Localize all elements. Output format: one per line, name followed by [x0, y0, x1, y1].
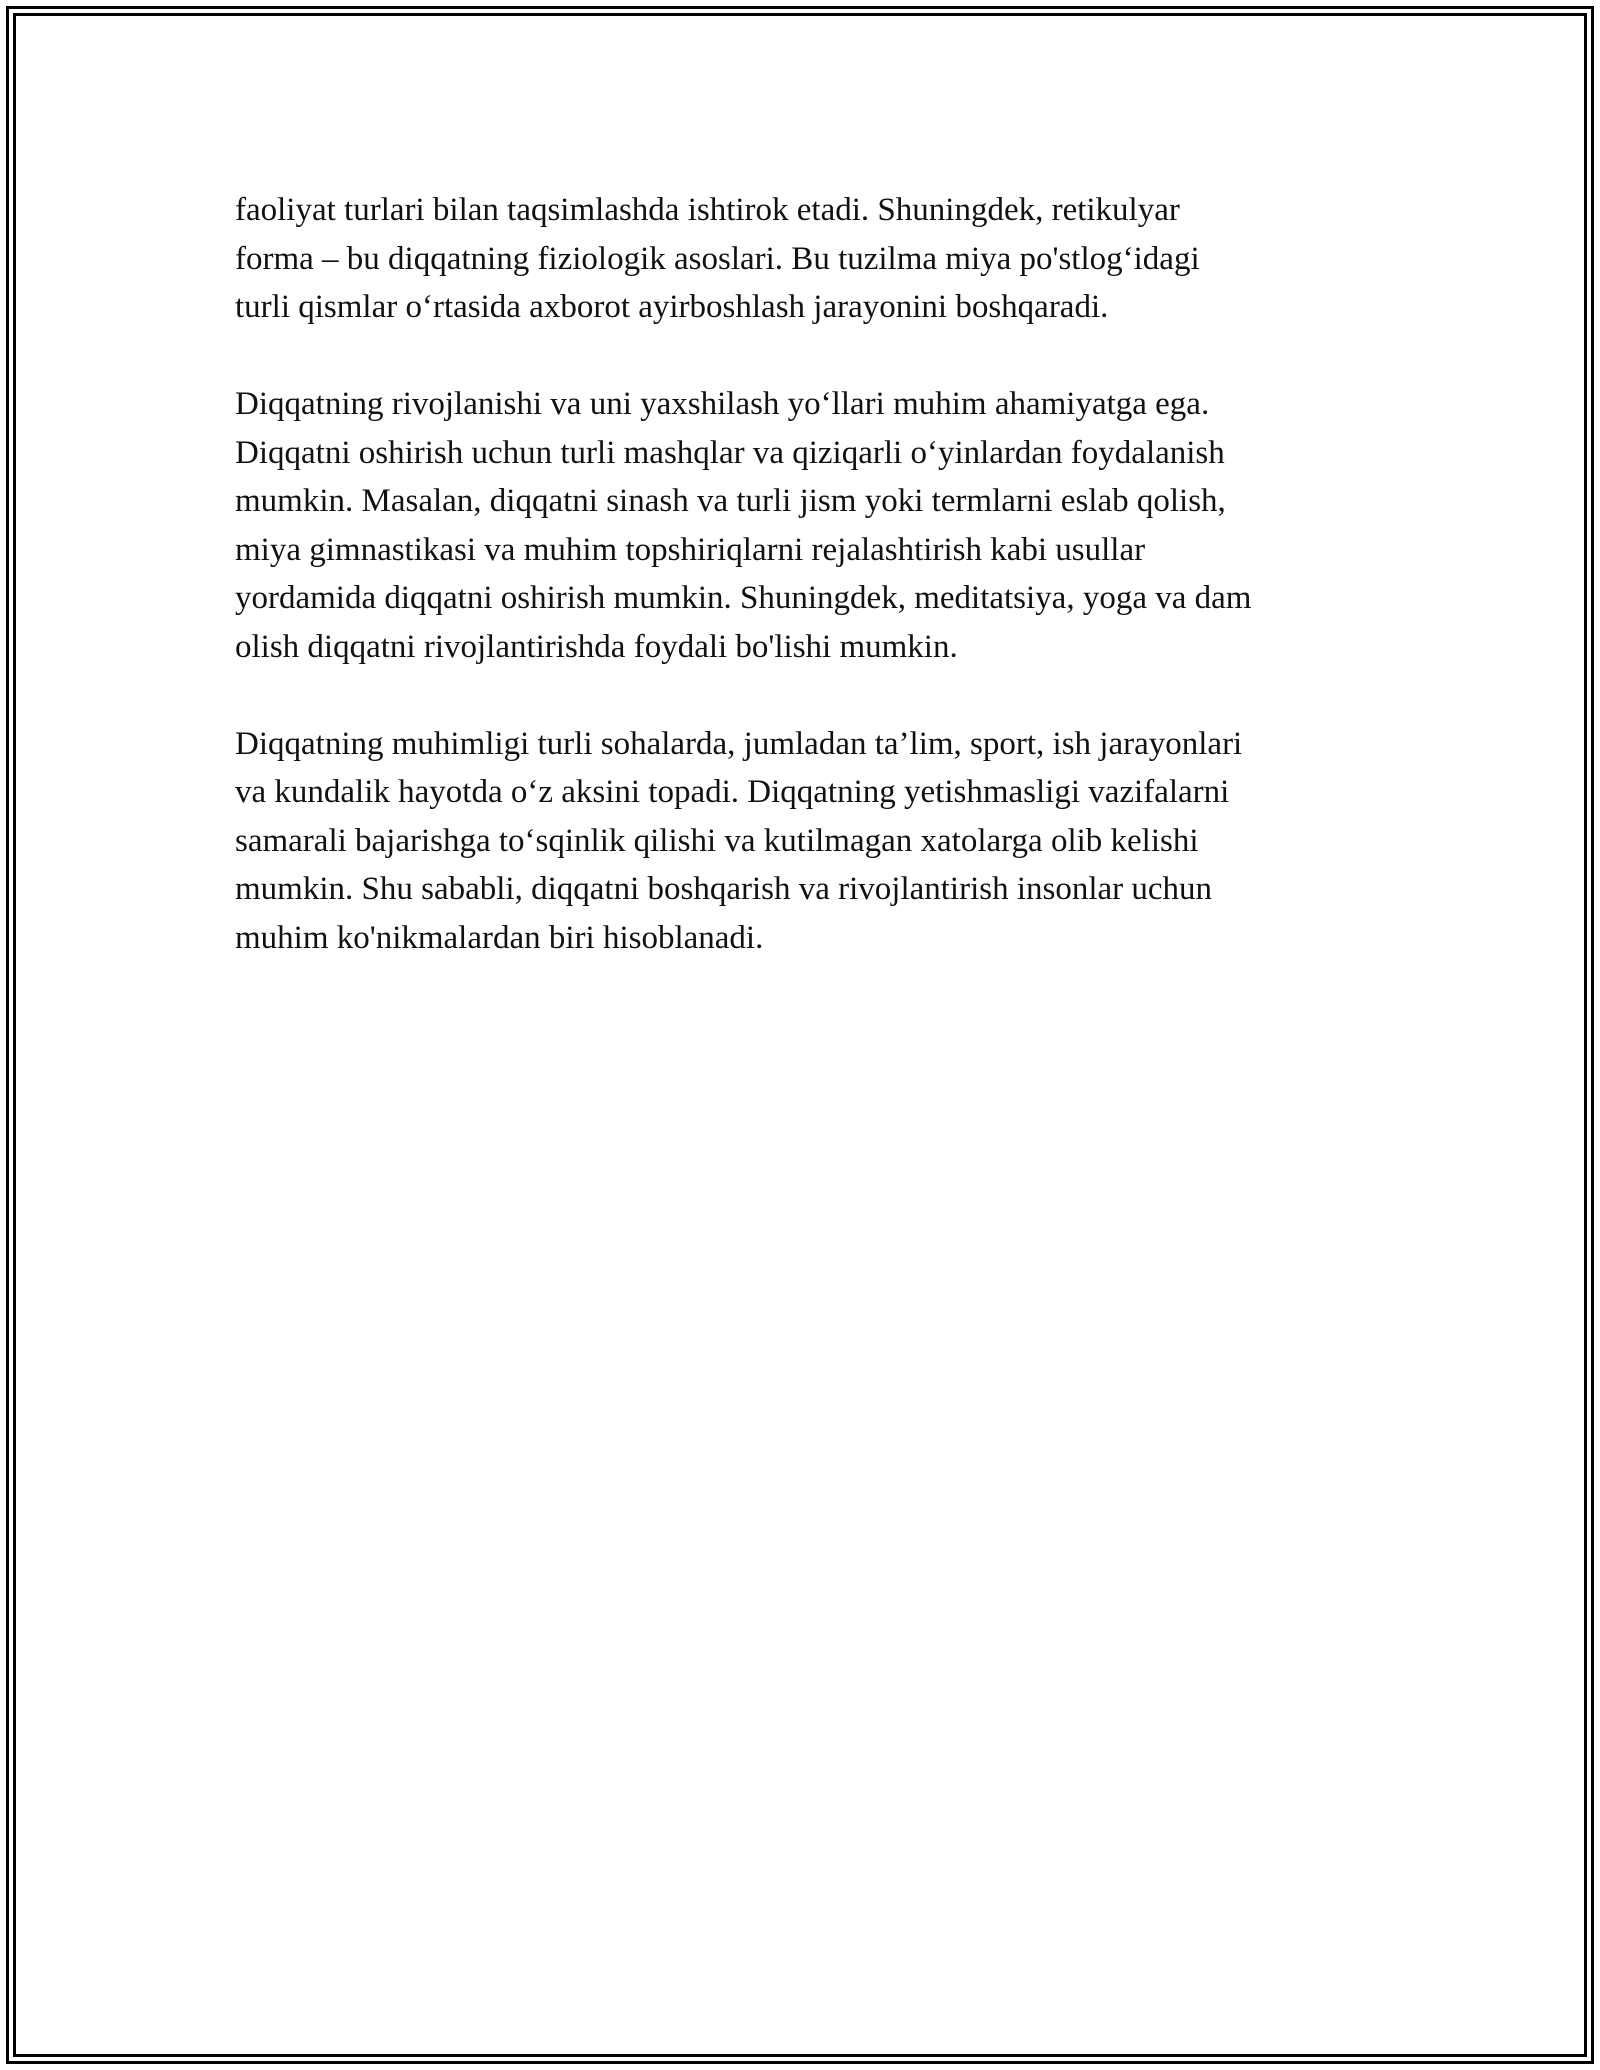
paragraph-line: yordamida diqqatni oshirish mumkin. Shuningdek, meditatsiya, yoga va dam	[235, 580, 1252, 616]
paragraph-line: Diqqatni oshirish uchun turli mashqlar va qiziqarli o‘yinlardan foydalanish	[235, 434, 1225, 471]
paragraph-line: Diqqatning muhimligi turli sohalarda, jumladan ta’lim, sport, ish jarayonlari	[235, 725, 1243, 762]
paragraph-line: turli qismlar o‘rtasida axborot ayirboshlash jarayonini boshqaradi.	[235, 289, 1109, 325]
paragraph-line: Diqqatning rivojlanishi va uni yaxshilash yo‘llari muhim ahamiyatga ega.	[235, 386, 1210, 422]
document-body	[235, 186, 1385, 1011]
paragraph-1	[235, 186, 1385, 332]
paragraph-line: miya gimnastikasi va muhim topshiriqlarni rejalashtirish kabi usullar	[235, 531, 1146, 568]
paragraph-line: mumkin. Shu sababli, diqqatni boshqarish va rivojlantirish insonlar uchun	[235, 871, 1213, 907]
paragraph-line: olish diqqatni rivojlantirishda foydali bo'lishi mumkin.	[235, 628, 958, 665]
paragraph-line: samarali bajarishga to‘sqinlik qilishi va kutilmagan xatolarga olib kelishi	[235, 822, 1199, 859]
paragraph-line: va kundalik hayotda o‘z aksini topadi. Diqqatning yetishmasligi vazifalarni	[235, 774, 1230, 810]
paragraph-line: muhim ko'nikmalardan biri hisoblanadi.	[235, 919, 764, 956]
paragraph-line: faoliyat turlari bilan taqsimlashda ishtirok etadi. Shuningdek, retikulyar	[235, 192, 1180, 228]
paragraph-3	[235, 720, 1385, 963]
paragraph-2	[235, 380, 1385, 671]
paragraph-line: forma – bu diqqatning fiziologik asoslari. Bu tuzilma miya po'stlog‘idagi	[235, 240, 1200, 277]
paragraph-line: mumkin. Masalan, diqqatni sinash va turli jism yoki termlarni eslab qolish,	[235, 483, 1226, 519]
